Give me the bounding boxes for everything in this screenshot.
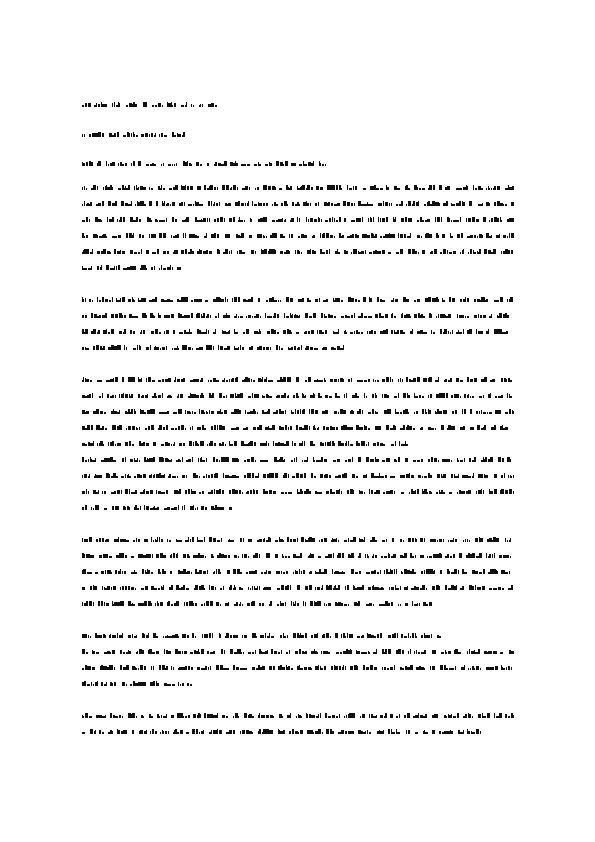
text-line [82, 199, 514, 207]
text-line [82, 423, 514, 431]
text-line [82, 727, 487, 735]
text-line-glyphs [82, 391, 514, 399]
text-line [82, 295, 514, 303]
text-line-glyphs [82, 471, 514, 479]
text-line [82, 647, 514, 655]
text-line [82, 711, 514, 719]
text-line-glyphs [82, 375, 514, 383]
text-line [82, 439, 412, 447]
text-line [82, 375, 514, 383]
text-line-glyphs [82, 711, 514, 719]
text-line-glyphs [82, 583, 514, 591]
text-line-glyphs [82, 231, 514, 239]
text-line [82, 471, 514, 479]
text-line-glyphs [82, 343, 344, 351]
text-line [82, 130, 185, 138]
text-line-glyphs [82, 567, 514, 575]
text-line-glyphs [82, 100, 220, 108]
text-line-glyphs [82, 599, 432, 607]
text-line-glyphs [82, 247, 514, 255]
text-line [82, 679, 192, 687]
text-line [82, 391, 514, 399]
text-line-glyphs [82, 535, 514, 543]
text-line-glyphs [82, 199, 514, 207]
text-line-glyphs [82, 407, 514, 415]
text-line [82, 159, 327, 167]
text-line [82, 663, 514, 671]
text-line-glyphs [82, 727, 487, 735]
text-line [82, 535, 514, 543]
text-line [82, 551, 514, 559]
text-line-glyphs [82, 327, 514, 335]
text-line-glyphs [82, 503, 232, 511]
text-line-glyphs [82, 159, 327, 167]
text-line-glyphs [82, 215, 514, 223]
text-line [82, 583, 514, 591]
text-line [82, 599, 432, 607]
text-line [82, 327, 514, 335]
text-line [82, 247, 514, 255]
text-line-glyphs [82, 130, 185, 138]
text-line-glyphs [82, 423, 514, 431]
text-line [82, 100, 220, 108]
text-line-glyphs [82, 647, 514, 655]
text-line [82, 311, 514, 319]
text-line [82, 263, 182, 271]
text-line [82, 487, 514, 495]
text-line [82, 631, 442, 639]
text-line-glyphs [82, 455, 514, 463]
text-line [82, 183, 514, 191]
text-line-glyphs [82, 551, 514, 559]
text-line-glyphs [82, 263, 182, 271]
text-line-glyphs [82, 679, 192, 687]
text-line-glyphs [82, 183, 514, 191]
text-line [82, 455, 514, 463]
text-line [82, 503, 232, 511]
text-line-glyphs [82, 295, 514, 303]
text-line [82, 407, 514, 415]
text-line-glyphs [82, 631, 442, 639]
text-line [82, 231, 514, 239]
text-line-glyphs [82, 439, 412, 447]
text-line-glyphs [82, 311, 514, 319]
text-line-glyphs [82, 487, 514, 495]
text-line-glyphs [82, 663, 514, 671]
text-line [82, 215, 514, 223]
text-line [82, 343, 344, 351]
text-line [82, 567, 514, 575]
